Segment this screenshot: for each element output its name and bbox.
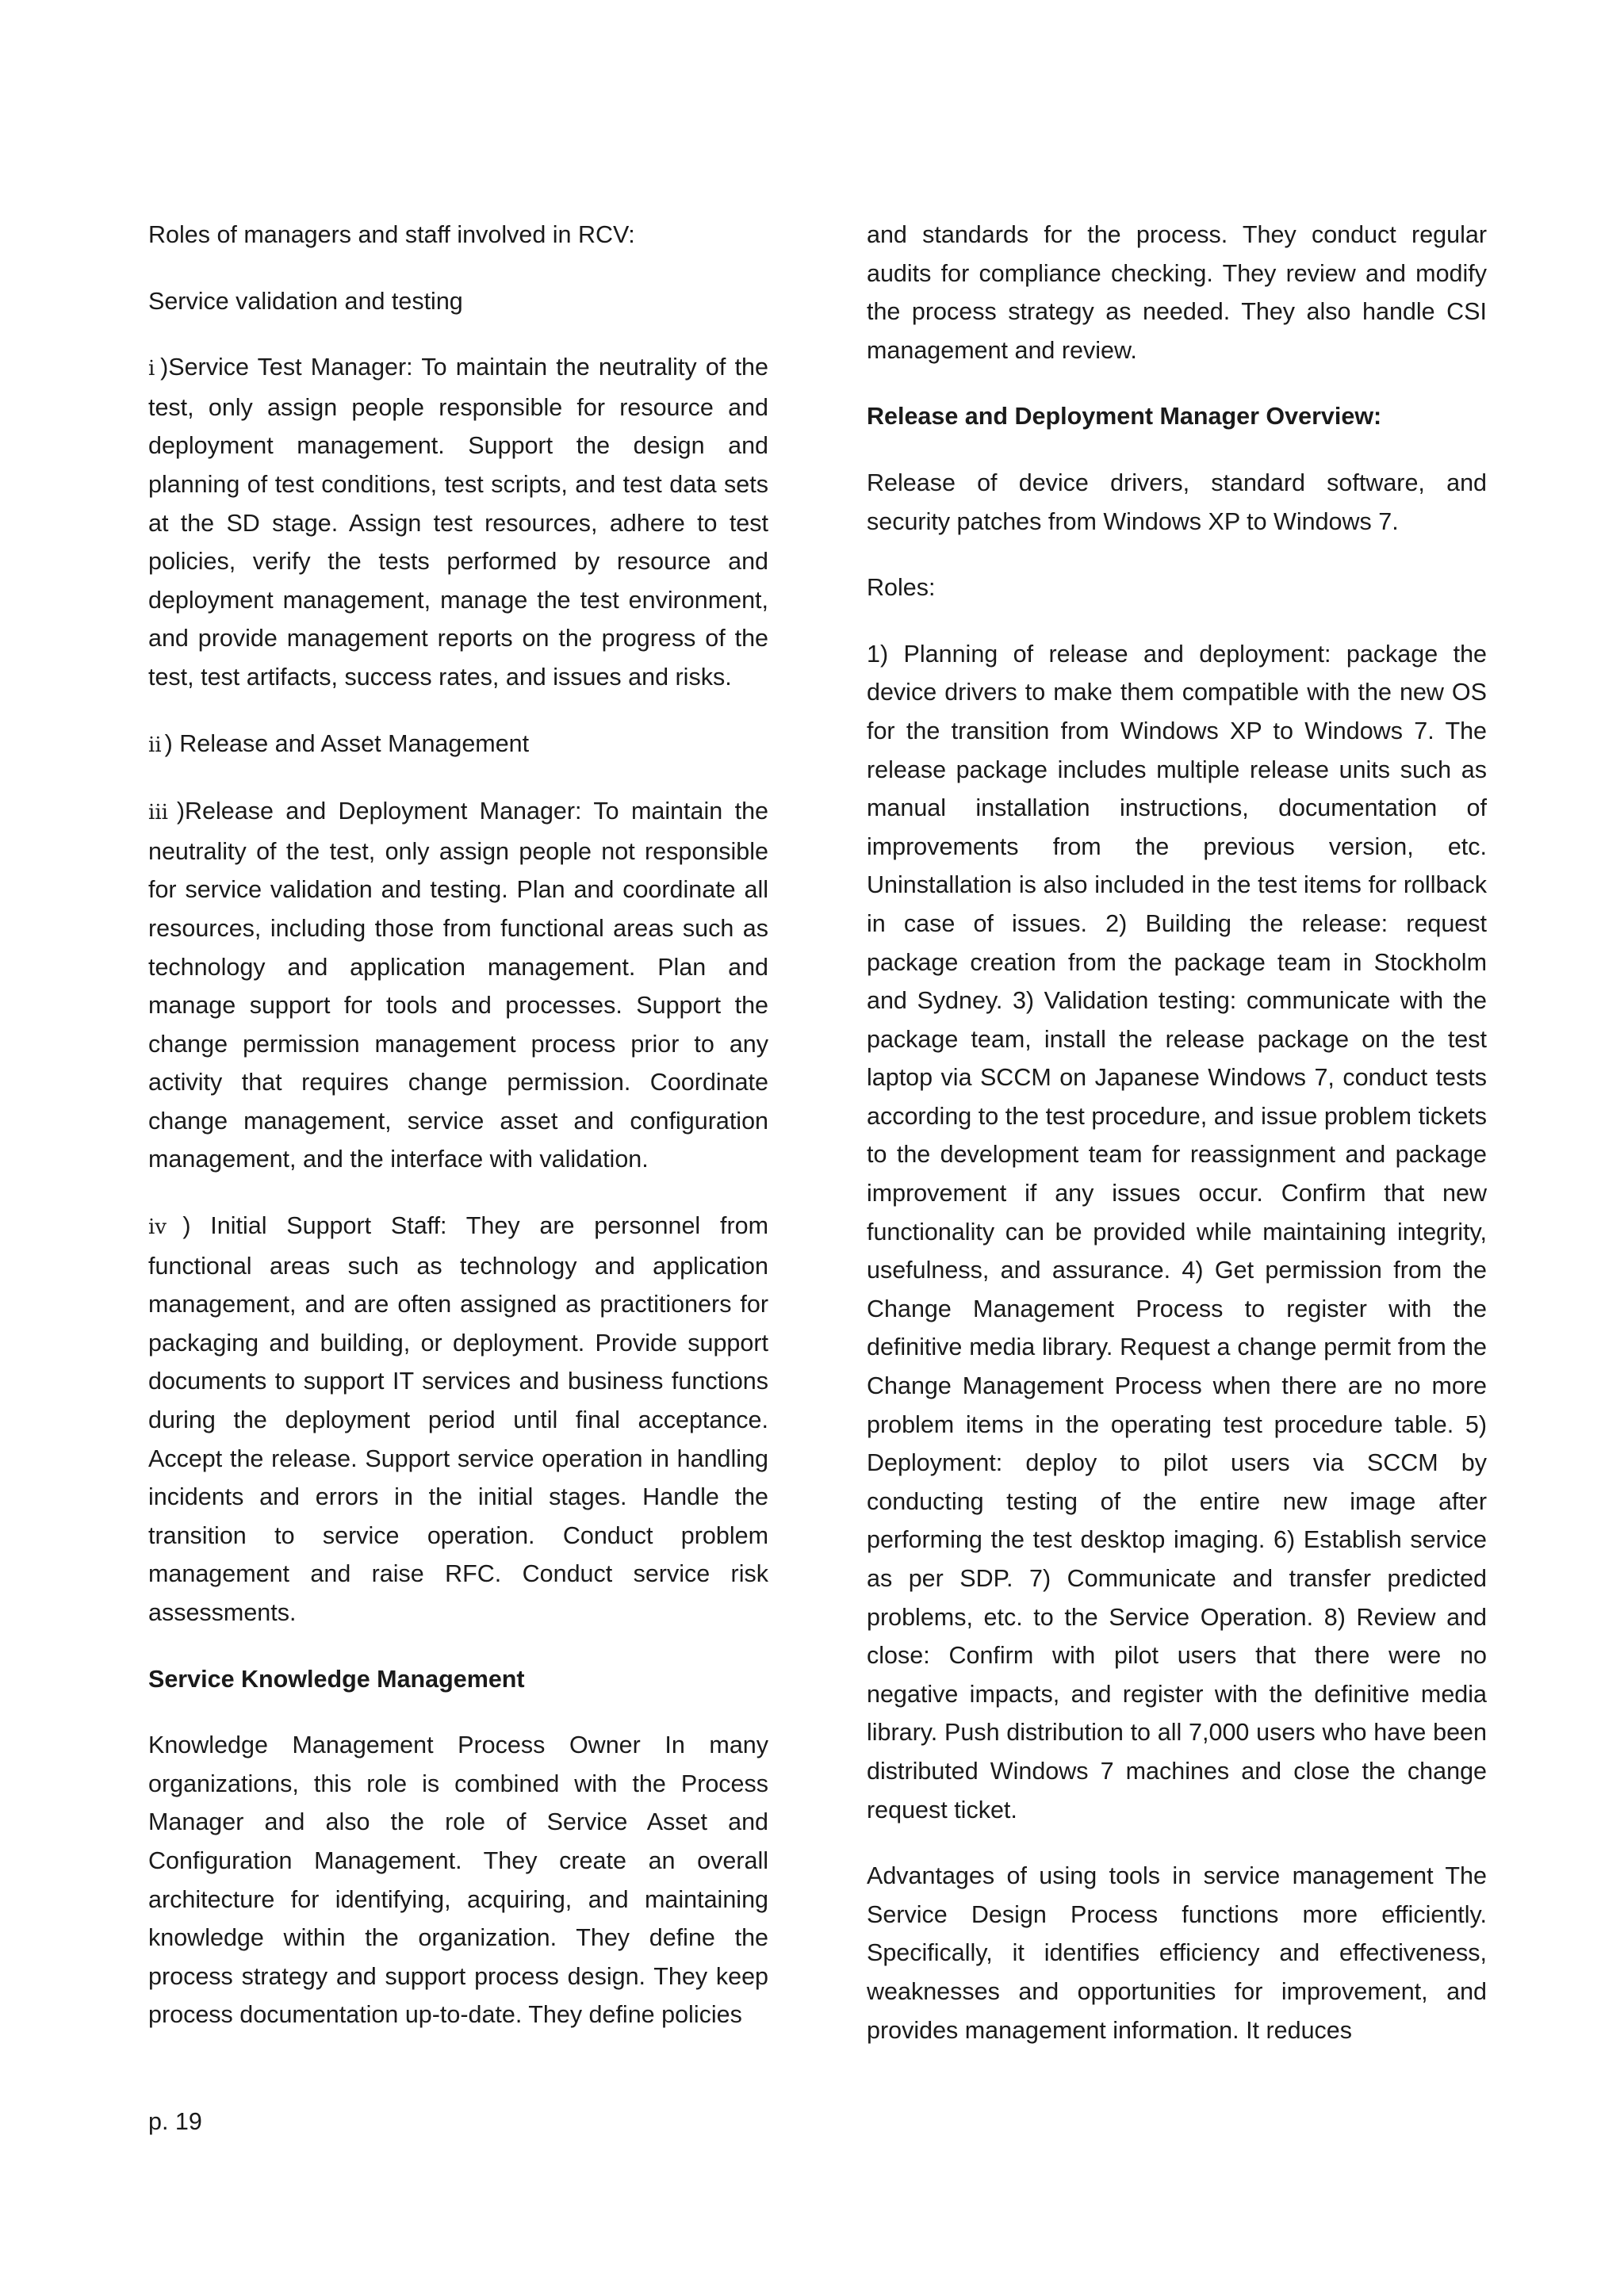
continuation-text: and standards for the process. They conduct regular audits for compliance checking. They review and modify the process strategy as needed. They also handle CSI management and review. (867, 221, 1487, 364)
role-item-text: ) Initial Support Staff: They are personnel from functional areas such as technology and application management, and are often assigned as practitioners for packaging and building, or deployment. Provide support documents to support IT services and business functions during the deployment period until final acceptance. Accept the release. Support service operation in handling incidents and errors in the initial stages. Handle the transition to service operation. Conduct problem management and raise RFC. Conduct service risk assessments. (148, 1212, 768, 1626)
role-item-text: ) Release and Asset Management (164, 729, 530, 757)
knowledge-text: Knowledge Management Process Owner In many organizations, this role is combined with the Process Manager and also the role of Service Asset and Configuration Management. They create an overall architecture for identifying, acquiring, and maintaining knowledge within the organization. They define the process strategy and support process design. They keep process documentation up-to-date. They define policies (148, 1732, 768, 2029)
page-number: p. 19 (148, 2108, 202, 2135)
knowledge-heading: Service Knowledge Management (148, 1665, 525, 1693)
rdm-overview-heading: Release and Deployment Manager Overview: (867, 403, 1382, 430)
role-item-text: )Release and Deployment Manager: To maintain the neutrality of the test, only assign people not responsible for service validation and testing. Plan and coordinate all resources, including those from functional areas such as technology and application management. Plan and manage support for tools and processes. Support the change permission management process prior to any activity that requires change permission. Coordinate change management, service asset and configuration management, and the interface with validation. (148, 798, 769, 1173)
role-item-initial-support-staff (148, 1207, 768, 1632)
roles-text: 1) Planning of release and deployment: package the device drivers to make them compatible with the new OS for the transition from Windows XP to Windows 7. The release package includes multiple release units such as manual installation instructions, documentation of improvements from the previous version, etc. Uninstallation is also included in the test items for rollback in case of issues. 2) Building the release: request package creation from the package team in Stockholm and Sydney. 3) Validation testing: communicate with the package team, install the release package on the test laptop via SCCM on Japanese Windows 7, conduct tests according to the test procedure, and issue problem tickets to the development team for reassignment and package improvement if any issues occur. Confirm that new functionality can be provided while maintaining integrity, usefulness, and assurance. 4) Get permission from the Change Management Process to register with the definitive media library. Request a change permit from the Change Management Process when there are no more problem items in the operating test procedure table. 5) Deployment: deploy to pilot users via SCCM by conducting testing of the entire new image after performing the test desktop imaging. 6) Establish service as per SDP. 7) Communicate and transfer predicted problems, etc. to the Service Operation. 8) Review and close: Confirm with pilot users that there were no negative impacts, and register with the definitive media library. Push distribution to all 7,000 users who have been distributed Windows 7 machines and close the change request ticket. (867, 640, 1487, 1823)
roman-numeral: ⅰ (148, 357, 158, 381)
roman-numeral: ⅳ (148, 1215, 180, 1240)
role-item-service-test-manager (148, 348, 768, 696)
left-column (148, 216, 768, 2062)
section-subheading: Service validation and testing (148, 287, 463, 315)
rdm-overview-text: Release of device drivers, standard software, and security patches from Windows XP to Windows 7. (867, 469, 1487, 535)
right-column (867, 216, 1487, 2077)
roles-label: Roles: (867, 574, 936, 602)
roman-numeral: ⅲ (148, 801, 174, 825)
role-item-release-asset (148, 725, 768, 765)
intro-text: Roles of managers and staff involved in RCV: (148, 221, 635, 248)
role-item-text: )Service Test Manager: To maintain the neutrality of the test, only assign people responsible for resource and deployment management. Support the design and planning of test conditions, test scripts, and test data sets at the SD stage. Assign test resources, adhere to test policies, verify the tests performed by resource and deployment management, manage the test environment, and provide management reports on the progress of the test, test artifacts, success rates, and issues and risks. (148, 354, 768, 691)
advantages-text: Advantages of using tools in service management The Service Design Process functions more efficiently. Specifically, it identifies efficiency and effectiveness, weaknesses and opportunities for improvement, and provides management information. It reduces (867, 1862, 1487, 2044)
role-item-release-deployment-manager (148, 792, 768, 1179)
roman-numeral: ⅱ (148, 733, 162, 757)
